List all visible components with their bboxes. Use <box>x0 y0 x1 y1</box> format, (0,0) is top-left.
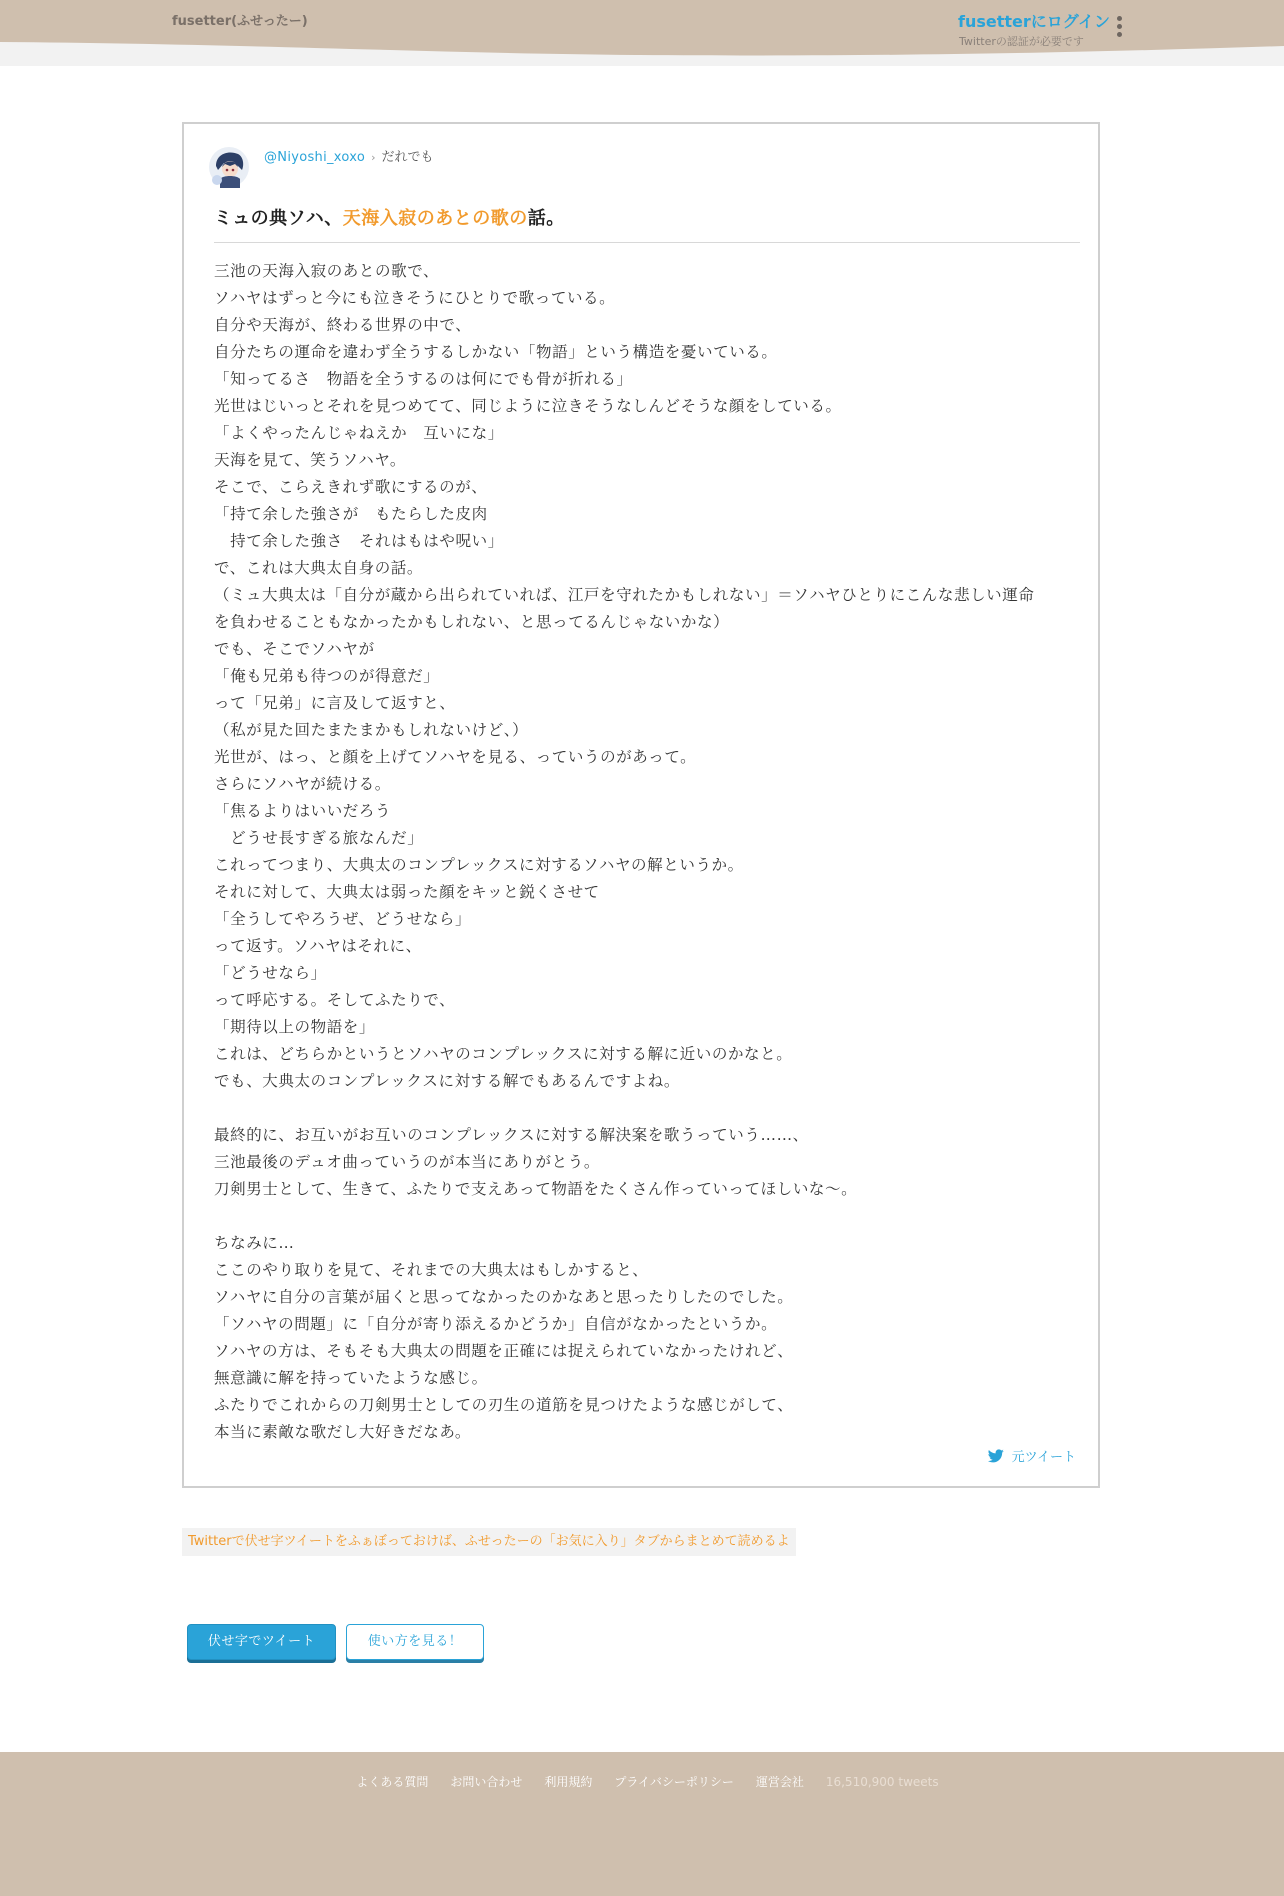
site-header <box>0 0 1284 66</box>
tweet-line: ふたりでこれからの刀剣男士としての刃生の道筋を見つけたような感じがして、 <box>214 1396 794 1414</box>
tweet-line: 本当に素敵な歌だし大好きだなあ。 <box>214 1423 471 1441</box>
tweet-line: でも、そこでソハヤが <box>214 640 375 658</box>
original-tweet-label: 元ツイート <box>1011 1450 1076 1465</box>
tweet-line: （私が見た回たまたまかもしれないけど、） <box>214 721 529 739</box>
username-link[interactable]: @Niyoshi_xoxo <box>264 150 366 165</box>
title-divider <box>214 242 1080 243</box>
tweet-line: 光世はじいっとそれを見つめてて、同じように泣きそうなしんどそうな顔をしている。 <box>214 397 842 415</box>
tweet-count: 16,510,900 tweets <box>825 1775 939 1789</box>
tweet-line: 刀剣男士として、生きて、ふたりで支えあって物語をたくさん作っていってほしいな〜。 <box>214 1180 858 1198</box>
tweet-line: 最終的に、お互いがお互いのコンプレックスに対する解決案を歌うっていう……、 <box>214 1126 809 1144</box>
tweet-line: 「焦るよりはいいだろう <box>214 802 392 820</box>
tweet-line: って呼応する。そしてふたりで、 <box>214 991 456 1009</box>
title-prefix: ミュの典ソハ、 <box>214 208 343 229</box>
tweet-line: 「ソハヤの問題」に「自分が寄り添えるかどうか」自信がなかったというか。 <box>214 1315 778 1333</box>
tweet-line: 「どうせなら」 <box>214 964 327 982</box>
tweet-line: って返す。ソハヤはそれに、 <box>214 937 422 955</box>
audience-label: だれでも <box>381 150 434 165</box>
site-footer <box>0 1752 1284 1896</box>
tweet-line: 「俺も兄弟も待つのが得意だ」 <box>214 667 440 685</box>
more-menu-icon[interactable] <box>1115 16 1123 38</box>
tweet-card <box>182 122 1100 1488</box>
title-suffix: 話。 <box>527 208 565 229</box>
how-to-button[interactable]: 使い方を見る！ <box>346 1624 484 1660</box>
tweet-line: でも、大典太のコンプレックスに対する解でもあるんですよね。 <box>214 1072 680 1090</box>
footer-link[interactable]: よくある質問 <box>356 1775 429 1789</box>
tweet-line: を負わせることもなかったかもしれない、と思ってるんじゃないかな） <box>214 613 730 631</box>
tweet-line: 光世が、はっ、と顔を上げてソハヤを見る、っていうのがあって。 <box>214 748 697 766</box>
tweet-line: 無意識に解を持っていたような感じ。 <box>214 1369 488 1387</box>
tweet-title <box>214 204 1080 230</box>
tweet-line: 三池の天海入寂のあとの歌で、 <box>214 262 440 280</box>
site-title[interactable]: fusetter(ふせったー) <box>172 14 308 29</box>
tweet-line: 「期待以上の物語を」 <box>214 1018 376 1036</box>
tweet-line: ソハヤはずっと今にも泣きそうにひとりで歌っている。 <box>214 289 616 307</box>
footer-link[interactable]: お問い合わせ <box>450 1775 523 1789</box>
tweet-line: （ミュ大典太は「自分が蔵から出られていれば、江戸を守れたかもしれない」＝ソハヤひとりにこんな悲しい運命 <box>214 586 1035 604</box>
tweet-with-spoiler-button[interactable]: 伏せ字でツイート <box>187 1624 336 1660</box>
login-note: Twitterの認証が必要です <box>959 35 1084 48</box>
tweet-line: 天海を見て、笑うソハヤ。 <box>214 451 406 469</box>
footer-links <box>0 1773 1284 1790</box>
bird-icon <box>988 1449 1004 1463</box>
footer-link[interactable]: 利用規約 <box>544 1775 593 1789</box>
tweet-line: で、これは大典太自身の話。 <box>214 559 423 577</box>
tweet-line <box>214 1095 1080 1122</box>
tweet-line: って「兄弟」に言及して返すと、 <box>214 694 456 712</box>
tweet-body <box>214 258 1080 1446</box>
tweet-line: そこで、こらえきれず歌にするのが、 <box>214 478 488 496</box>
footer-link[interactable]: プライバシーポリシー <box>614 1775 734 1789</box>
original-tweet-link[interactable] <box>988 1446 1076 1465</box>
chevron-right-icon: › <box>371 151 376 164</box>
tweet-line: 自分たちの運命を違わず全うするしかない「物語」という構造を憂いている。 <box>214 343 778 361</box>
tweet-line: 「全うしてやろうぜ、どうせなら」 <box>214 910 472 928</box>
tweet-line: 「知ってるさ 物語を全うするのは何にでも骨が折れる」 <box>214 370 633 388</box>
title-highlight: 天海入寂のあとの歌の <box>342 208 528 229</box>
tweet-line: ソハヤの方は、そもそも大典太の問題を正確には捉えられていなかったけれど、 <box>214 1342 794 1360</box>
footer-link[interactable]: 運営会社 <box>755 1775 804 1789</box>
tweet-line: どうせ長すぎる旅なんだ」 <box>214 829 424 847</box>
favorites-notice: Twitterで伏せ字ツイートをふぁぼっておけば、ふせったーの「お気に入り」タブからまとめて読めるよ <box>182 1528 796 1556</box>
tweet-line: 自分や天海が、終わる世界の中で、 <box>214 316 472 334</box>
tweet-line: それに対して、大典太は弱った顔をキッと鋭くさせて <box>214 883 600 901</box>
avatar[interactable] <box>208 146 250 188</box>
tweet-line: これってつまり、大典太のコンプレックスに対するソハヤの解というか。 <box>214 856 744 874</box>
tweet-line: ちなみに… <box>214 1234 295 1252</box>
tweet-line: ここのやり取りを見て、それまでの大典太はもしかすると、 <box>214 1261 649 1279</box>
tweet-line: 三池最後のデュオ曲っていうのが本当にありがとう。 <box>214 1153 600 1171</box>
tweet-meta <box>264 146 434 165</box>
tweet-line: 「よくやったんじゃねえか 互いにな」 <box>214 424 504 442</box>
login-link[interactable]: fusetterにログイン <box>958 12 1110 31</box>
tweet-line <box>214 1203 1080 1230</box>
tweet-line: これは、どちらかというとソハヤのコンプレックスに対する解に近いのかなと。 <box>214 1045 793 1063</box>
tweet-line: 持て余した強さ それはもはや呪い」 <box>214 532 504 550</box>
tweet-line: ソハヤに自分の言葉が届くと思ってなかったのかなあと思ったりしたのでした。 <box>214 1288 794 1306</box>
tweet-line: 「持て余した強さが もたらした皮肉 <box>214 505 488 523</box>
tweet-line: さらにソハヤが続ける。 <box>214 775 391 793</box>
